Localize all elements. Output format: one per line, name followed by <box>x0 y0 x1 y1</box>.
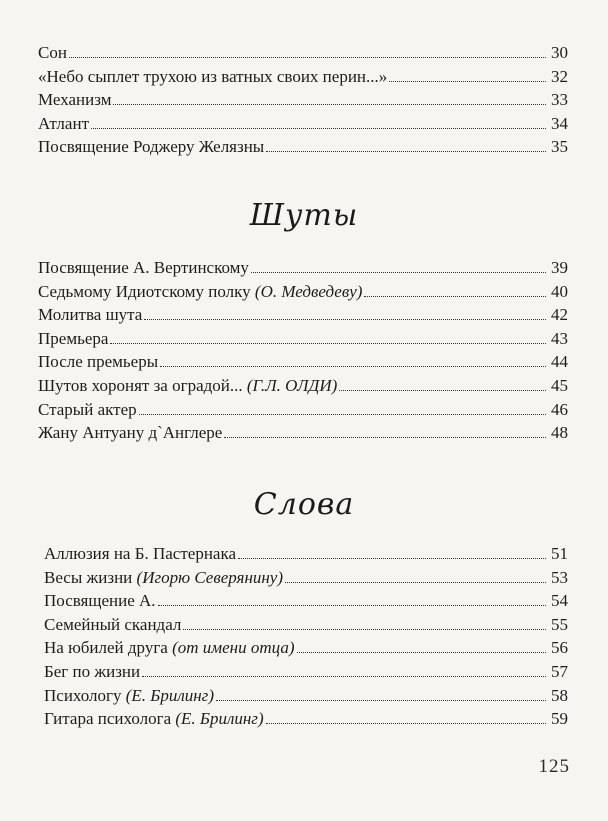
entry-page-number: 55 <box>551 614 568 634</box>
dot-leader <box>69 57 546 58</box>
entry-title: Посвящение А. <box>44 591 156 611</box>
entry-page-number: 56 <box>551 638 568 658</box>
entry-title: Старый актер <box>38 399 137 419</box>
toc-entry <box>38 350 568 374</box>
page-number: 125 <box>538 756 570 777</box>
toc-entry <box>38 88 568 112</box>
toc-entry <box>44 613 568 637</box>
dot-leader <box>158 605 546 606</box>
dot-leader <box>266 723 546 724</box>
toc-entry <box>38 256 568 280</box>
entry-title: Атлант <box>38 113 89 133</box>
entry-title: Молитва шута <box>38 305 143 325</box>
dot-leader <box>285 582 546 583</box>
toc-entry <box>44 684 568 708</box>
dot-leader <box>224 437 546 438</box>
dot-leader <box>160 366 546 367</box>
toc-entry <box>38 303 568 327</box>
entry-page-number: 57 <box>551 661 568 681</box>
entry-title: На юбилей друга (от имени отца) <box>44 638 295 658</box>
entry-page-number: 33 <box>551 90 568 110</box>
entry-title: Аллюзия на Б. Пастернака <box>44 544 237 563</box>
dot-leader <box>113 104 546 105</box>
entry-title: Сон <box>38 43 67 62</box>
section-heading-jesters: Шуты <box>249 198 359 233</box>
toc-entry <box>44 636 568 660</box>
entry-title: Посвящение А. Вертинскому <box>38 258 249 277</box>
entry-page-number: 43 <box>551 328 568 348</box>
dot-leader <box>91 128 546 129</box>
dot-leader <box>238 558 546 559</box>
entry-page-number: 59 <box>551 709 568 729</box>
entry-page-number: 53 <box>551 567 568 587</box>
dot-leader <box>339 390 546 391</box>
entry-page-number: 51 <box>551 544 568 563</box>
entry-title: После премьеры <box>38 352 159 372</box>
entry-page-number: 42 <box>551 305 568 325</box>
dot-leader <box>297 652 546 653</box>
entry-page-number: 44 <box>551 352 568 372</box>
entry-title: Психологу (Е. Брилинг) <box>44 685 214 705</box>
entry-page-number: 34 <box>551 113 568 133</box>
entry-title: Бег по жизни <box>44 661 141 681</box>
dot-leader <box>142 676 546 677</box>
toc-section-words <box>44 542 568 731</box>
dot-leader <box>110 343 546 344</box>
entry-page-number: 45 <box>551 375 568 395</box>
section-heading-words: Слова <box>253 487 355 522</box>
entry-page-number: 40 <box>551 281 568 301</box>
entry-page-number: 30 <box>551 43 568 62</box>
toc-entry <box>44 566 568 590</box>
dot-leader <box>183 629 546 630</box>
entry-page-number: 32 <box>551 66 568 86</box>
dot-leader <box>139 414 546 415</box>
entry-title: Седьмому Идиотскому полку (О. Медведеву) <box>38 281 363 301</box>
toc-entry <box>38 112 568 136</box>
entry-title: Жану Антуану д`Англере <box>38 423 223 443</box>
entry-title: Весы жизни (Игорю Северянину) <box>44 567 284 587</box>
toc-entry <box>38 135 568 159</box>
toc-section-continued <box>38 41 568 159</box>
toc-entry <box>44 542 568 566</box>
toc-section-jesters <box>38 256 568 445</box>
dot-leader <box>364 296 546 297</box>
toc-entry <box>44 707 568 731</box>
toc-entry <box>38 280 568 304</box>
entry-page-number: 35 <box>551 137 568 157</box>
dot-leader <box>144 319 546 320</box>
entry-page-number: 48 <box>551 423 568 443</box>
entry-title: Посвящение Роджеру Желязны <box>38 137 265 157</box>
entry-title: Гитара психолога (Е. Брилинг) <box>44 709 264 729</box>
entry-title: Премьера <box>38 328 109 348</box>
toc-entry <box>38 374 568 398</box>
dot-leader <box>389 81 546 82</box>
entry-title: «Небо сыплет трухою из ватных своих перин...» <box>38 66 388 86</box>
toc-entry <box>38 327 568 351</box>
entry-page-number: 46 <box>551 399 568 419</box>
dot-leader <box>216 700 546 701</box>
entry-title: Механизм <box>38 90 112 110</box>
toc-entry <box>38 398 568 422</box>
toc-entry <box>38 421 568 445</box>
entry-page-number: 58 <box>551 685 568 705</box>
entry-page-number: 39 <box>551 258 568 277</box>
entry-title: Семейный скандал <box>44 614 182 634</box>
toc-entry <box>38 41 568 65</box>
dot-leader <box>266 151 546 152</box>
entry-page-number: 54 <box>551 591 568 611</box>
toc-entry <box>44 589 568 613</box>
toc-entry <box>44 660 568 684</box>
entry-title: Шутов хоронят за оградой... (Г.Л. ОЛДИ) <box>38 375 338 395</box>
toc-entry <box>38 65 568 89</box>
dot-leader <box>251 272 546 273</box>
